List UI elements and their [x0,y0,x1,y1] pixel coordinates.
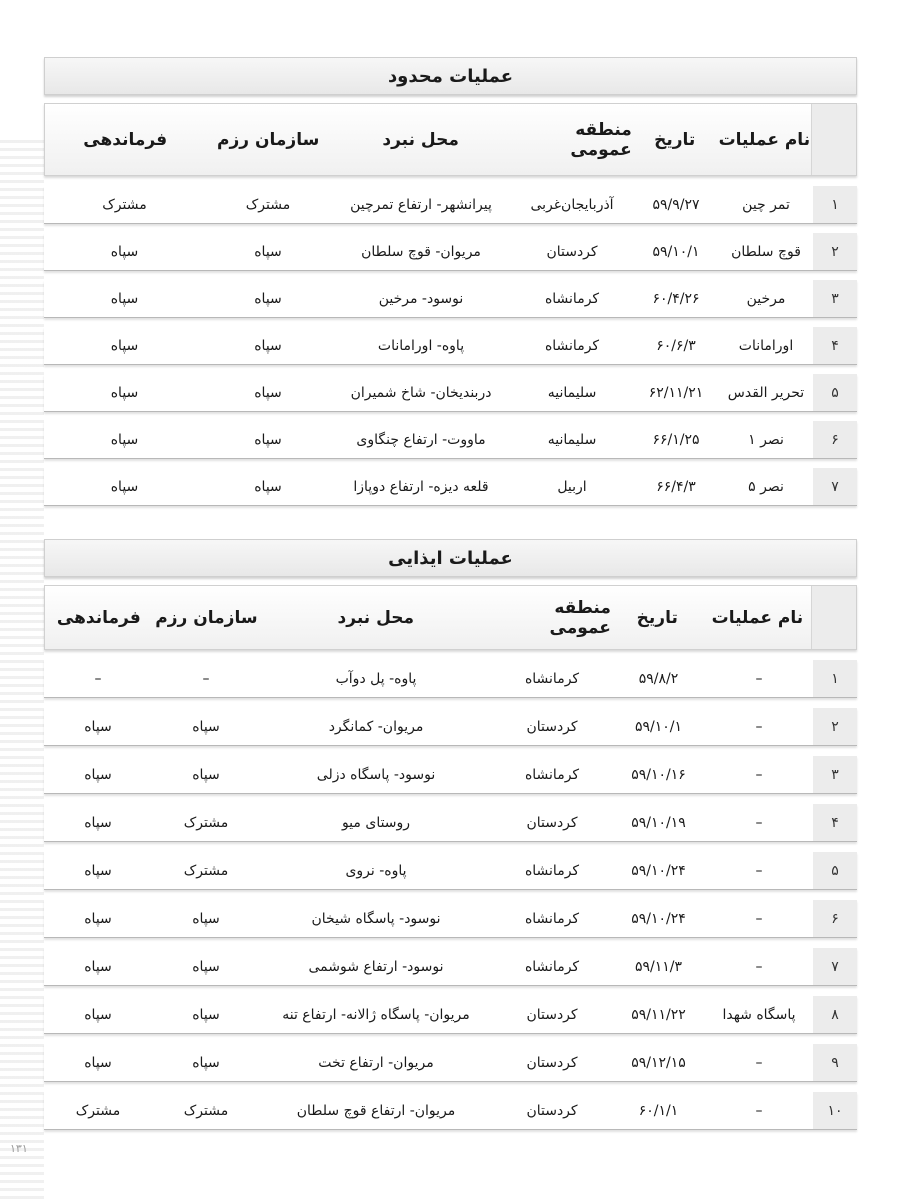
table-row [44,1092,857,1130]
command-cell: سپاه [84,1054,112,1071]
battle-location-cell: پیرانشهر- ارتفاع تمرچین [350,196,492,213]
command-cell: مشترک [75,1102,121,1119]
command-cell: سپاه [110,384,139,401]
battle-location-cell: نوسود- پاسگاه شیخان [311,910,441,927]
operation-name-cell: پاسگاه شهدا [722,1006,796,1023]
general-region-cell: کردستان [546,243,598,260]
row-number-cell: ۱۰ [813,1092,857,1129]
general-region-cell: کرمانشاه [544,290,600,307]
margin-decoration [0,140,44,1200]
battle-location-cell: روستای میو [341,814,411,831]
general-region-cell: کرمانشاه [524,766,580,783]
operation-date-cell: ۵۹/۱۰/۱ [634,718,683,735]
combat-organization-cell: – [202,670,210,687]
command-cell: سپاه [110,290,139,307]
combat-organization-cell: سپاه [254,478,282,495]
operation-date-cell: ۶۰/۴/۲۶ [652,290,700,307]
operation-date-cell: ۵۹/۱۰/۲۴ [631,862,686,879]
general-region-cell: سلیمانیه [547,384,597,401]
row-number-cell: ۱ [813,660,857,697]
general-region-cell: کردستان [526,1054,578,1071]
header-date: تاریخ [654,129,696,150]
operation-name-cell: نصر ۱ [748,431,784,448]
battle-location-cell: پاوه- پل دوآب [335,670,417,687]
operation-name-cell: مرخین [746,290,786,307]
command-cell: سپاه [84,958,112,975]
table-row [44,421,857,459]
table-row [44,468,857,506]
command-cell: سپاه [110,337,139,354]
row-number-cell: ۲ [813,233,857,270]
general-region-cell: کردستان [526,1006,578,1023]
combat-organization-cell: سپاه [254,384,282,401]
header-date: تاریخ [636,607,678,628]
row-number-cell: ۲ [813,708,857,745]
row-number-cell: ۳ [813,280,857,317]
battle-location-cell: دربندیخان- شاخ شمیران [350,384,492,401]
battle-location-cell: نوسود- ارتفاع شوشمی [308,958,444,975]
operation-name-cell: – [755,670,763,687]
row-number-cell: ۴ [813,804,857,841]
operation-date-cell: ۶۶/۱/۲۵ [652,431,700,448]
general-region-cell: کرمانشاه [524,910,580,927]
harassing-operations-section [44,539,857,1140]
table-row [44,900,857,938]
operation-date-cell: ۵۹/۸/۲ [638,670,679,687]
table-row [44,756,857,794]
operation-name-cell: – [755,910,763,927]
command-cell: مشترک [102,196,147,213]
combat-organization-cell: سپاه [254,290,282,307]
command-cell: سپاه [110,243,139,260]
battle-location-cell: قلعه دیزه- ارتفاع دوپازا [353,478,489,495]
operation-name-cell: تحریر القدس [727,384,805,401]
row-number-cell: ۹ [813,1044,857,1081]
row-number-cell: ۷ [813,468,857,505]
operation-date-cell: ۶۲/۱۱/۲۱ [648,384,704,401]
battle-location-cell: مریوان- ارتفاع تخت [318,1054,434,1071]
table-row [44,186,857,224]
operation-date-cell: ۶۶/۴/۳ [656,478,696,495]
table-row [44,374,857,412]
row-number-cell: ۵ [813,852,857,889]
command-cell: سپاه [110,478,139,495]
operation-date-cell: ۵۹/۹/۲۷ [652,196,700,213]
combat-organization-cell: سپاه [192,910,220,927]
combat-organization-cell: سپاه [254,337,282,354]
operation-date-cell: ۵۹/۱۰/۱۹ [631,814,686,831]
operation-name-cell: – [755,862,763,879]
combat-organization-cell: سپاه [192,958,220,975]
combat-organization-cell: سپاه [192,1006,220,1023]
general-region-cell: سلیمانیه [547,431,597,448]
battle-location-cell: پاوه- نروی [345,862,407,879]
header-command: فرماندهی [56,607,141,628]
header-number [811,586,856,649]
operation-name-cell: قوچ سلطان [731,243,801,260]
battle-location-cell: مریوان- ارتفاع قوچ سلطان [296,1102,456,1119]
table-header [44,585,857,650]
combat-organization-cell: سپاه [192,1054,220,1071]
limited-operations-section [44,57,857,515]
row-number-cell: ۳ [813,756,857,793]
row-number-cell: ۶ [813,900,857,937]
combat-organization-cell: مشترک [183,1102,229,1119]
combat-organization-cell: سپاه [254,431,282,448]
command-cell: سپاه [84,910,112,927]
command-cell: سپاه [84,718,112,735]
combat-organization-cell: مشترک [245,196,291,213]
operation-date-cell: ۵۹/۱۲/۱۵ [631,1054,686,1071]
table-body [44,660,857,1130]
header-number [811,104,856,175]
table-row [44,948,857,986]
combat-organization-cell: مشترک [183,862,229,879]
table-row [44,708,857,746]
table-row [44,1044,857,1082]
header-operation-name: نام عملیات [718,129,811,150]
section-title: عملیات محدود [44,57,857,95]
header-combat-organization: سازمان رزم [217,129,320,150]
general-region-cell: کردستان [526,1102,578,1119]
general-region-cell: کرمانشاه [544,337,600,354]
command-cell: سپاه [110,431,139,448]
table-header [44,103,857,176]
operation-date-cell: ۵۹/۱۰/۲۴ [631,910,686,927]
general-region-cell: کرمانشاه [524,670,580,687]
row-number-cell: ۶ [813,421,857,458]
header-command: فرماندهی [83,129,168,150]
operation-name-cell: نصر ۵ [748,478,784,495]
operation-date-cell: ۵۹/۱۱/۳ [634,958,683,975]
battle-location-cell: نوسود- پاسگاه دزلی [316,766,436,783]
battle-location-cell: مریوان- کمانگرد [328,718,424,735]
operation-date-cell: ۵۹/۱۰/۱۶ [631,766,686,783]
general-region-cell: کرمانشاه [524,862,580,879]
general-region-cell: کردستان [526,814,578,831]
table-row [44,233,857,271]
general-region-cell: اربیل [557,478,587,495]
command-cell: سپاه [84,814,112,831]
table-row [44,660,857,698]
general-region-cell: آذربایجان‌غربی [530,196,614,213]
page-number: ۱۳۱ [10,1142,28,1155]
operation-name-cell: تمر چین [742,196,790,213]
row-number-cell: ۴ [813,327,857,364]
battle-location-cell: مریوان- پاسگاه ژالانه- ارتفاع تنه [282,1006,470,1023]
command-cell: – [94,670,102,687]
operation-date-cell: ۵۹/۱۱/۲۲ [631,1006,686,1023]
header-general-region: منطقه عمومی [549,597,611,638]
row-number-cell: ۸ [813,996,857,1033]
operation-name-cell: – [755,1054,763,1071]
header-combat-organization: سازمان رزم [155,607,258,628]
combat-organization-cell: مشترک [183,814,229,831]
battle-location-cell: پاوه- اورامانات [377,337,465,354]
table-row [44,280,857,318]
header-operation-name: نام عملیات [711,607,804,628]
table-body [44,186,857,506]
combat-organization-cell: سپاه [192,718,220,735]
table-row [44,852,857,890]
table-row [44,804,857,842]
table-row [44,327,857,365]
operation-name-cell: – [755,1102,763,1119]
command-cell: سپاه [84,862,112,879]
operation-name-cell: – [755,718,763,735]
row-number-cell: ۱ [813,186,857,223]
row-number-cell: ۷ [813,948,857,985]
general-region-cell: کردستان [526,718,578,735]
header-battle-location: محل نبرد [382,129,459,150]
general-region-cell: کرمانشاه [524,958,580,975]
operation-name-cell: – [755,814,763,831]
section-title: عملیات ایذایی [44,539,857,577]
header-general-region: منطقه عمومی [570,119,632,160]
combat-organization-cell: سپاه [192,766,220,783]
operation-date-cell: ۵۹/۱۰/۱ [652,243,700,260]
operation-name-cell: – [755,958,763,975]
combat-organization-cell: سپاه [254,243,282,260]
operation-date-cell: ۶۰/۶/۳ [656,337,696,354]
row-number-cell: ۵ [813,374,857,411]
operation-name-cell: اورامانات [738,337,794,354]
operation-name-cell: – [755,766,763,783]
battle-location-cell: ماووت- ارتفاع چنگاوی [356,431,486,448]
table-row [44,996,857,1034]
command-cell: سپاه [84,1006,112,1023]
header-battle-location: محل نبرد [337,607,415,628]
battle-location-cell: مریوان- قوچ سلطان [361,243,481,260]
operation-date-cell: ۶۰/۱/۱ [638,1102,679,1119]
battle-location-cell: نوسود- مرخین [378,290,464,307]
command-cell: سپاه [84,766,112,783]
